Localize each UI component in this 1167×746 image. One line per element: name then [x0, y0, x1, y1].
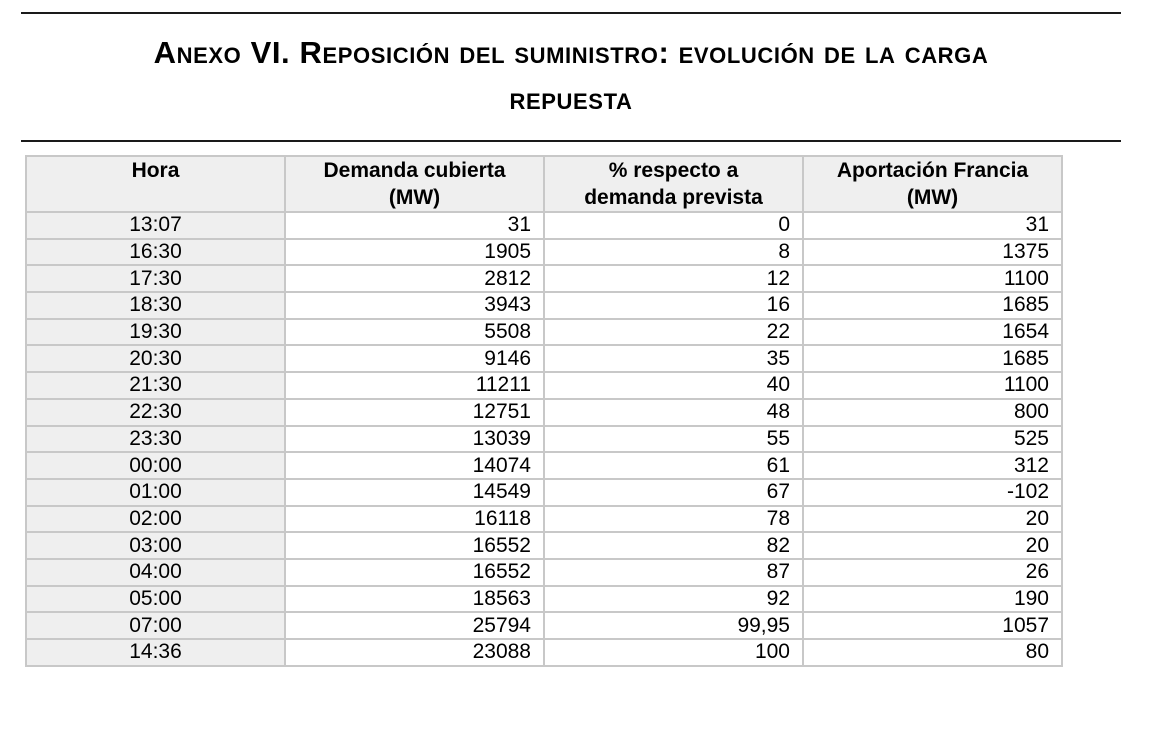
- cell-porcentaje: 78: [544, 506, 803, 533]
- cell-hora: 19:30: [26, 319, 285, 346]
- cell-porcentaje: 40: [544, 372, 803, 399]
- header-francia-line-2: (MW): [906, 186, 959, 209]
- cell-hora: 17:30: [26, 265, 285, 292]
- cell-porcentaje: 16: [544, 292, 803, 319]
- cell-demanda: 13039: [285, 426, 544, 453]
- header-porcentaje-line-1: % respecto a: [608, 159, 739, 182]
- cell-demanda: 16552: [285, 532, 544, 559]
- cell-hora: 00:00: [26, 452, 285, 479]
- header-demanda-cubierta: [285, 156, 544, 212]
- cell-hora: 16:30: [26, 239, 285, 266]
- table-row: [26, 506, 1062, 533]
- table-row: [26, 265, 1062, 292]
- cell-francia: 20: [803, 506, 1062, 533]
- cell-porcentaje: 92: [544, 586, 803, 613]
- cell-porcentaje: 35: [544, 345, 803, 372]
- cell-hora: 14:36: [26, 639, 285, 666]
- cell-hora: 23:30: [26, 426, 285, 453]
- cell-porcentaje: 12: [544, 265, 803, 292]
- table-header-row: [26, 156, 1062, 212]
- cell-hora: 18:30: [26, 292, 285, 319]
- table-row: [26, 399, 1062, 426]
- header-hora-label: Hora: [131, 159, 180, 182]
- cell-francia: 1654: [803, 319, 1062, 346]
- cell-hora: 21:30: [26, 372, 285, 399]
- table-row: [26, 452, 1062, 479]
- cell-porcentaje: 87: [544, 559, 803, 586]
- cell-demanda: 25794: [285, 612, 544, 639]
- page-title-line-2: repuesta: [509, 81, 633, 116]
- bottom-rule: [21, 140, 1121, 142]
- cell-demanda: 14074: [285, 452, 544, 479]
- cell-porcentaje: 61: [544, 452, 803, 479]
- cell-francia: 1100: [803, 372, 1062, 399]
- page-title: [21, 30, 1121, 122]
- table-row: [26, 639, 1062, 666]
- table-row: [26, 372, 1062, 399]
- cell-porcentaje: 22: [544, 319, 803, 346]
- table-body: [26, 212, 1062, 666]
- cell-demanda: 14549: [285, 479, 544, 506]
- cell-francia: 1685: [803, 292, 1062, 319]
- cell-demanda: 31: [285, 212, 544, 239]
- cell-hora: 20:30: [26, 345, 285, 372]
- cell-porcentaje: 0: [544, 212, 803, 239]
- cell-francia: 1057: [803, 612, 1062, 639]
- cell-francia: 26: [803, 559, 1062, 586]
- cell-hora: 13:07: [26, 212, 285, 239]
- cell-hora: 03:00: [26, 532, 285, 559]
- cell-demanda: 1905: [285, 239, 544, 266]
- header-porcentaje: [544, 156, 803, 212]
- cell-demanda: 16118: [285, 506, 544, 533]
- cell-demanda: 16552: [285, 559, 544, 586]
- table-row: [26, 319, 1062, 346]
- cell-demanda: 18563: [285, 586, 544, 613]
- header-demanda-line-1: Demanda cubierta: [323, 159, 506, 182]
- table-row: [26, 212, 1062, 239]
- cell-demanda: 11211: [285, 372, 544, 399]
- cell-porcentaje: 82: [544, 532, 803, 559]
- cell-francia: 31: [803, 212, 1062, 239]
- load-restoration-table: [25, 155, 1063, 667]
- header-porcentaje-line-2: demanda prevista: [584, 186, 763, 209]
- table-row: [26, 532, 1062, 559]
- cell-francia: 20: [803, 532, 1062, 559]
- cell-francia: -102: [803, 479, 1062, 506]
- cell-porcentaje: 67: [544, 479, 803, 506]
- cell-hora: 22:30: [26, 399, 285, 426]
- cell-francia: 800: [803, 399, 1062, 426]
- cell-demanda: 5508: [285, 319, 544, 346]
- cell-francia: 312: [803, 452, 1062, 479]
- cell-demanda: 3943: [285, 292, 544, 319]
- table-row: [26, 479, 1062, 506]
- cell-porcentaje: 100: [544, 639, 803, 666]
- header-aportacion-francia: [803, 156, 1062, 212]
- table-row: [26, 612, 1062, 639]
- cell-porcentaje: 55: [544, 426, 803, 453]
- cell-hora: 02:00: [26, 506, 285, 533]
- cell-hora: 07:00: [26, 612, 285, 639]
- cell-demanda: 12751: [285, 399, 544, 426]
- cell-francia: 525: [803, 426, 1062, 453]
- cell-demanda: 9146: [285, 345, 544, 372]
- cell-francia: 80: [803, 639, 1062, 666]
- cell-porcentaje: 8: [544, 239, 803, 266]
- cell-demanda: 2812: [285, 265, 544, 292]
- cell-hora: 05:00: [26, 586, 285, 613]
- table-row: [26, 345, 1062, 372]
- table-row: [26, 586, 1062, 613]
- cell-francia: 1375: [803, 239, 1062, 266]
- cell-porcentaje: 99,95: [544, 612, 803, 639]
- cell-francia: 1685: [803, 345, 1062, 372]
- cell-porcentaje: 48: [544, 399, 803, 426]
- header-francia-line-1: Aportación Francia: [836, 159, 1029, 182]
- page-title-line-1: Anexo VI. Reposición del suministro: evolución de la carga: [153, 35, 989, 70]
- cell-francia: 190: [803, 586, 1062, 613]
- top-rule: [21, 12, 1121, 14]
- table-row: [26, 292, 1062, 319]
- cell-hora: 01:00: [26, 479, 285, 506]
- cell-hora: 04:00: [26, 559, 285, 586]
- cell-demanda: 23088: [285, 639, 544, 666]
- table-row: [26, 426, 1062, 453]
- cell-francia: 1100: [803, 265, 1062, 292]
- table-row: [26, 239, 1062, 266]
- table-row: [26, 559, 1062, 586]
- header-hora: [26, 156, 285, 212]
- header-demanda-line-2: (MW): [388, 186, 441, 209]
